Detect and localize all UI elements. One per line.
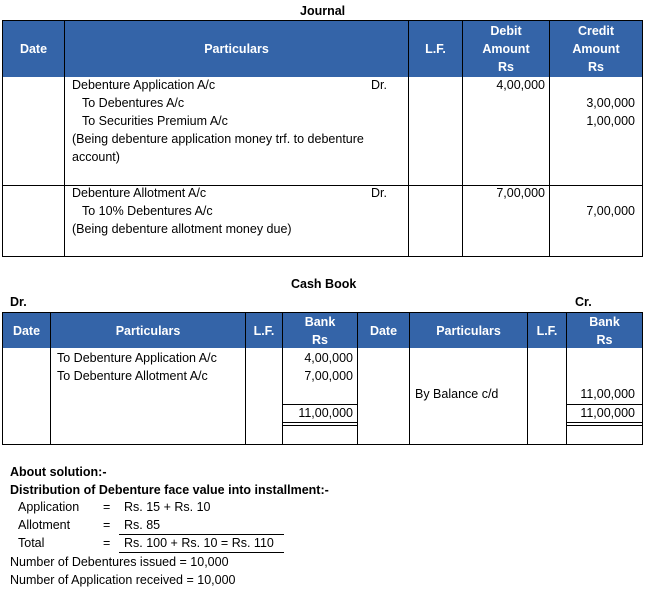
cashbook-header-bank-cr-line2: Rs <box>596 332 613 347</box>
cashbook-dr-total-line-top <box>283 404 357 405</box>
solution-row1-label: Application <box>18 500 80 514</box>
cashbook-header-lf-dr-text: L.F. <box>253 323 275 338</box>
journal-header-credit <box>550 21 642 77</box>
solution-row2-eq: = <box>103 518 111 532</box>
journal-entry1-line5: account) <box>72 150 120 164</box>
cashbook-cr-total-line-top <box>567 404 642 405</box>
solution-total-rule <box>119 552 284 553</box>
solution-row2-label: Allotment <box>18 518 71 532</box>
journal-entry1-dr: Dr. <box>371 78 387 92</box>
journal-col-particulars <box>408 20 409 257</box>
journal-entry2-dr: Dr. <box>371 186 387 200</box>
cashbook-cr-total: 11,00,000 <box>580 406 635 420</box>
journal-entry1-line1: Debenture Application A/c <box>72 78 216 92</box>
solution-row2-value: Rs. 85 <box>124 518 161 532</box>
journal-col-date <box>64 20 65 257</box>
cashbook-header-lf-cr-text: L.F. <box>536 323 558 338</box>
cashbook-cr-total-line-bot <box>567 425 642 426</box>
cashbook-dr-total-line-mid <box>283 422 357 423</box>
solution-row3-label: Total <box>18 536 45 550</box>
cashbook-dr-row2-amount: 7,00,000 <box>304 369 353 383</box>
solution-note2: Number of Application received = 10,000 <box>10 573 236 587</box>
cashbook-header-bank-cr-line1: Bank <box>589 314 620 329</box>
solution-row3-value: Rs. 100 + Rs. 10 = Rs. 110 <box>124 536 274 550</box>
journal-entry1-credit2: 1,00,000 <box>586 114 635 128</box>
cashbook-dr-total: 11,00,000 <box>298 406 353 420</box>
journal-header-credit-line1: Credit <box>577 24 615 38</box>
solution-row1-value: Rs. 15 + Rs. 10 <box>124 500 211 514</box>
journal-entry1-debit: 4,00,000 <box>496 78 545 92</box>
journal-header-debit-line3: Rs <box>498 60 514 74</box>
solution-heading: About solution:- <box>10 465 107 479</box>
cashbook-header-date-dr-text: Date <box>12 323 41 338</box>
journal-entry2-line2: To 10% Debentures A/c <box>82 204 213 218</box>
cashbook-col-bank-dr <box>357 312 358 445</box>
journal-header-credit-line2: Amount <box>572 42 620 56</box>
solution-row3-eq: = <box>103 536 111 550</box>
journal-col-right <box>642 20 643 257</box>
cashbook-cr-row1-amount: 11,00,000 <box>580 387 635 401</box>
journal-entry1-line4: (Being debenture application money trf. to debenture <box>72 132 364 146</box>
cashbook-dr-row2-particulars: To Debenture Allotment A/c <box>57 369 208 383</box>
solution-subtotal-rule <box>119 534 284 535</box>
cashbook-header-particulars-cr <box>410 313 527 348</box>
cashbook-header-lf-cr <box>528 313 566 348</box>
journal-header-debit-line1: Debit <box>490 24 522 38</box>
journal-entry1-line3: To Securities Premium A/c <box>82 114 228 128</box>
solution-row1-eq: = <box>103 500 111 514</box>
cashbook-col-date-dr <box>50 312 51 445</box>
cashbook-col-right <box>642 312 643 445</box>
cashbook-header-bank-dr <box>283 313 357 348</box>
cashbook-header-particulars-dr <box>51 313 245 348</box>
cashbook-header-date-cr <box>358 313 409 348</box>
journal-header-date-text: Date <box>19 42 48 56</box>
cashbook-dr-total-line-bot <box>283 425 357 426</box>
cashbook-col-left <box>2 312 3 445</box>
journal-header-debit <box>463 21 549 77</box>
journal-header-credit-line3: Rs <box>588 60 604 74</box>
journal-entry2-debit: 7,00,000 <box>496 186 545 200</box>
journal-col-debit <box>549 20 550 257</box>
journal-top-border <box>2 20 643 21</box>
journal-entry2-line3: (Being debenture allotment money due) <box>72 222 292 236</box>
cashbook-header-bank-dr-line2: Rs <box>312 332 328 347</box>
cashbook-header-date-cr-text: Date <box>369 323 398 338</box>
journal-header-lf <box>409 21 462 77</box>
journal-header-particulars <box>65 21 408 77</box>
journal-col-left <box>2 20 3 257</box>
cashbook-top-border <box>2 312 643 313</box>
journal-header-date <box>3 21 64 77</box>
journal-col-lf <box>462 20 463 257</box>
journal-header-particulars-text: Particulars <box>204 42 269 56</box>
journal-entry1-credit1: 3,00,000 <box>586 96 635 110</box>
cashbook-header-lf-dr <box>246 313 282 348</box>
cashbook-cr-row1-particulars: By Balance c/d <box>415 387 499 401</box>
solution-subheading: Distribution of Debenture face value into installment:- <box>10 483 329 497</box>
cashbook-col-date-cr <box>409 312 410 445</box>
journal-entry2-line1: Debenture Allotment A/c <box>72 186 207 200</box>
cashbook-dr-label: Dr. <box>10 295 27 309</box>
cashbook-title: Cash Book <box>291 277 357 291</box>
cashbook-dr-row1-amount: 4,00,000 <box>304 351 353 365</box>
solution-note1: Number of Debentures issued = 10,000 <box>10 555 229 569</box>
cashbook-header-bank-dr-line1: Bank <box>304 314 336 329</box>
journal-title: Journal <box>300 4 346 18</box>
cashbook-header-date-dr <box>3 313 50 348</box>
cashbook-header-bank-cr <box>567 313 642 348</box>
journal-entry2-credit1: 7,00,000 <box>586 204 635 218</box>
cashbook-col-particulars-cr <box>527 312 528 445</box>
cashbook-bottom-border <box>2 444 643 445</box>
journal-header-lf-text: L.F. <box>425 42 446 56</box>
cashbook-cr-total-line-mid <box>567 422 642 423</box>
cashbook-cr-label: Cr. <box>575 295 592 309</box>
journal-header-debit-line2: Amount <box>482 42 530 56</box>
cashbook-header-particulars-cr-text: Particulars <box>436 323 501 338</box>
cashbook-header-particulars-dr-text: Particulars <box>115 323 181 338</box>
cashbook-dr-row1-particulars: To Debenture Application A/c <box>57 351 217 365</box>
journal-entry1-line2: To Debentures A/c <box>82 96 185 110</box>
journal-bottom-border <box>2 256 643 257</box>
cashbook-col-particulars-dr <box>245 312 246 445</box>
